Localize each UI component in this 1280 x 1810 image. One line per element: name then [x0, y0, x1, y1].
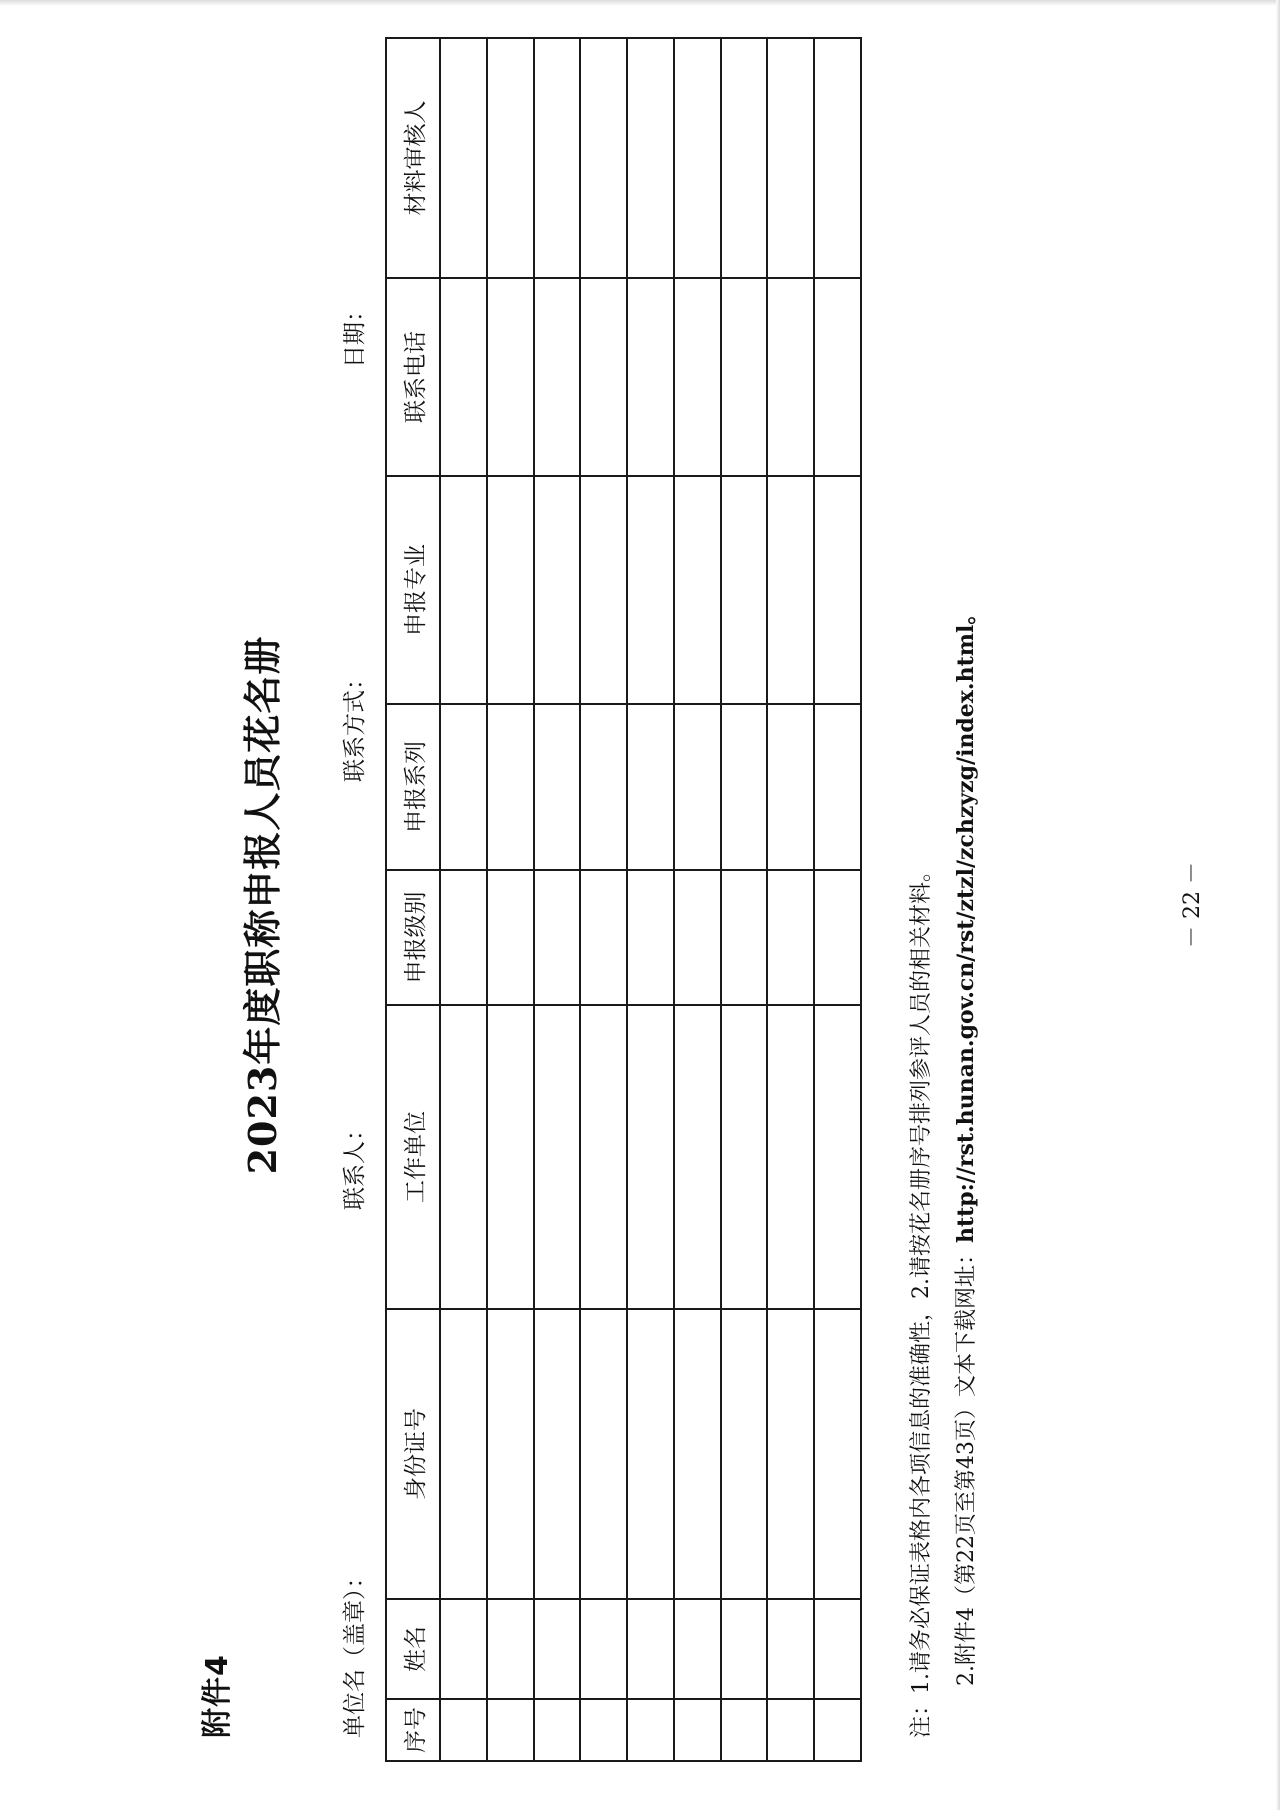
table-body: [440, 38, 861, 1761]
column-header-specialty: 申报专业: [386, 476, 440, 704]
table-cell-blank[interactable]: [627, 476, 674, 704]
table-cell-blank[interactable]: [534, 1309, 581, 1599]
table-cell-blank[interactable]: [580, 38, 627, 278]
table-cell-blank[interactable]: [580, 1005, 627, 1309]
table-cell-blank[interactable]: [627, 278, 674, 476]
applicant-roster-table: [385, 37, 862, 1762]
table-header-row: [386, 38, 440, 1761]
contact-method-label: 联系方式：: [342, 667, 368, 782]
table-cell-blank[interactable]: [534, 278, 581, 476]
table-cell-blank[interactable]: [674, 1599, 721, 1699]
table-cell-blank[interactable]: [721, 1309, 768, 1599]
column-header-id-number: 身份证号: [386, 1309, 440, 1599]
table-cell-blank[interactable]: [580, 704, 627, 870]
table-cell-blank[interactable]: [814, 38, 861, 278]
table-row: [814, 38, 861, 1761]
table-cell-blank[interactable]: [534, 870, 581, 1005]
table-cell-blank[interactable]: [767, 1309, 814, 1599]
table-cell-blank[interactable]: [580, 1309, 627, 1599]
table-cell-blank[interactable]: [580, 1699, 627, 1761]
table-cell-blank[interactable]: [814, 1309, 861, 1599]
table-cell-blank[interactable]: [721, 1699, 768, 1761]
column-header-serial: 序号: [386, 1699, 440, 1761]
table-cell-blank[interactable]: [674, 870, 721, 1005]
table-cell-blank[interactable]: [721, 1599, 768, 1699]
table-cell-blank[interactable]: [487, 278, 534, 476]
table-cell-blank[interactable]: [814, 1005, 861, 1309]
table-cell-blank[interactable]: [627, 1599, 674, 1699]
table-row: [440, 38, 487, 1761]
table-cell-blank[interactable]: [534, 704, 581, 870]
table-cell-blank[interactable]: [440, 870, 487, 1005]
table-cell-blank[interactable]: [440, 476, 487, 704]
table-cell-blank[interactable]: [487, 476, 534, 704]
table-cell-blank[interactable]: [440, 38, 487, 278]
column-header-employer: 工作单位: [386, 1005, 440, 1309]
table-cell-blank[interactable]: [674, 1699, 721, 1761]
table-cell-blank[interactable]: [767, 1005, 814, 1309]
column-header-name: 姓名: [386, 1599, 440, 1699]
table-cell-blank[interactable]: [814, 704, 861, 870]
table-cell-blank[interactable]: [627, 38, 674, 278]
table-cell-blank[interactable]: [674, 1005, 721, 1309]
table-cell-blank[interactable]: [627, 1005, 674, 1309]
table-cell-blank[interactable]: [580, 278, 627, 476]
table-cell-blank[interactable]: [534, 1005, 581, 1309]
table-cell-blank[interactable]: [767, 476, 814, 704]
table-cell-blank[interactable]: [487, 1599, 534, 1699]
table-cell-blank[interactable]: [721, 870, 768, 1005]
table-cell-blank[interactable]: [721, 38, 768, 278]
table-cell-blank[interactable]: [674, 1309, 721, 1599]
table-cell-blank[interactable]: [674, 476, 721, 704]
table-cell-blank[interactable]: [440, 1005, 487, 1309]
table-cell-blank[interactable]: [767, 38, 814, 278]
table-cell-blank[interactable]: [487, 870, 534, 1005]
table-cell-blank[interactable]: [487, 1699, 534, 1761]
note-line-2: [944, 603, 989, 1738]
table-cell-blank[interactable]: [767, 278, 814, 476]
table-cell-blank[interactable]: [674, 704, 721, 870]
table-cell-blank[interactable]: [767, 1699, 814, 1761]
unit-name-label: 单位名（盖章）：: [342, 1565, 368, 1738]
annex-label: 附件4: [200, 1654, 235, 1738]
table-cell-blank[interactable]: [487, 704, 534, 870]
table-cell-blank[interactable]: [440, 1309, 487, 1599]
page-number: － 22 －: [1180, 862, 1205, 948]
table-row: [674, 38, 721, 1761]
table-row: [580, 38, 627, 1761]
table-cell-blank[interactable]: [487, 1005, 534, 1309]
table-cell-blank[interactable]: [814, 1699, 861, 1761]
table-cell-blank[interactable]: [487, 38, 534, 278]
table-cell-blank[interactable]: [721, 476, 768, 704]
table-cell-blank[interactable]: [767, 870, 814, 1005]
table-cell-blank[interactable]: [814, 870, 861, 1005]
table-cell-blank[interactable]: [674, 278, 721, 476]
table-cell-blank[interactable]: [580, 1599, 627, 1699]
note-line-2-text: 2.附件4（第22页至第43页）文本下载网址：: [954, 1243, 979, 1686]
column-header-phone: 联系电话: [386, 278, 440, 476]
table-cell-blank[interactable]: [814, 1599, 861, 1699]
table-cell-blank[interactable]: [814, 476, 861, 704]
table-cell-blank[interactable]: [627, 870, 674, 1005]
table-cell-blank[interactable]: [534, 38, 581, 278]
table-row: [627, 38, 674, 1761]
table-cell-blank[interactable]: [814, 278, 861, 476]
table-cell-blank[interactable]: [487, 1309, 534, 1599]
notes-block: [900, 603, 989, 1738]
table-cell-blank[interactable]: [627, 704, 674, 870]
table-row: [534, 38, 581, 1761]
date-label: 日期：: [342, 299, 368, 368]
table-cell-blank[interactable]: [721, 1005, 768, 1309]
note-line-1: 注：1.请务必保证表格内各项信息的准确性，2.请按花名册序号排列参评人员的相关材料。: [909, 860, 934, 1738]
contact-person-label: 联系人：: [342, 1118, 368, 1210]
table-cell-blank[interactable]: [767, 704, 814, 870]
table-cell-blank[interactable]: [627, 1699, 674, 1761]
download-url: http://rst.hunan.gov.cn/rst/ztzl/zchzyzg/index.html。: [953, 602, 979, 1244]
table-cell-blank[interactable]: [580, 476, 627, 704]
table-cell-blank[interactable]: [440, 1599, 487, 1699]
column-header-series: 申报系列: [386, 704, 440, 870]
table-cell-blank[interactable]: [440, 278, 487, 476]
table-cell-blank[interactable]: [767, 1599, 814, 1699]
document-title: 2023年度职称申报人员花名册: [240, 635, 285, 1175]
table-cell-blank[interactable]: [721, 704, 768, 870]
table-cell-blank[interactable]: [721, 278, 768, 476]
table-cell-blank[interactable]: [440, 704, 487, 870]
column-header-reviewer: 材料审核人: [386, 38, 440, 278]
table-cell-blank[interactable]: [534, 1599, 581, 1699]
table-cell-blank[interactable]: [674, 38, 721, 278]
table-cell-blank[interactable]: [534, 1699, 581, 1761]
table-row: [721, 38, 768, 1761]
column-header-level: 申报级别: [386, 870, 440, 1005]
table-cell-blank[interactable]: [440, 1699, 487, 1761]
table-cell-blank[interactable]: [580, 870, 627, 1005]
table-cell-blank[interactable]: [627, 1309, 674, 1599]
table-row: [767, 38, 814, 1761]
table-row: [487, 38, 534, 1761]
table-cell-blank[interactable]: [534, 476, 581, 704]
